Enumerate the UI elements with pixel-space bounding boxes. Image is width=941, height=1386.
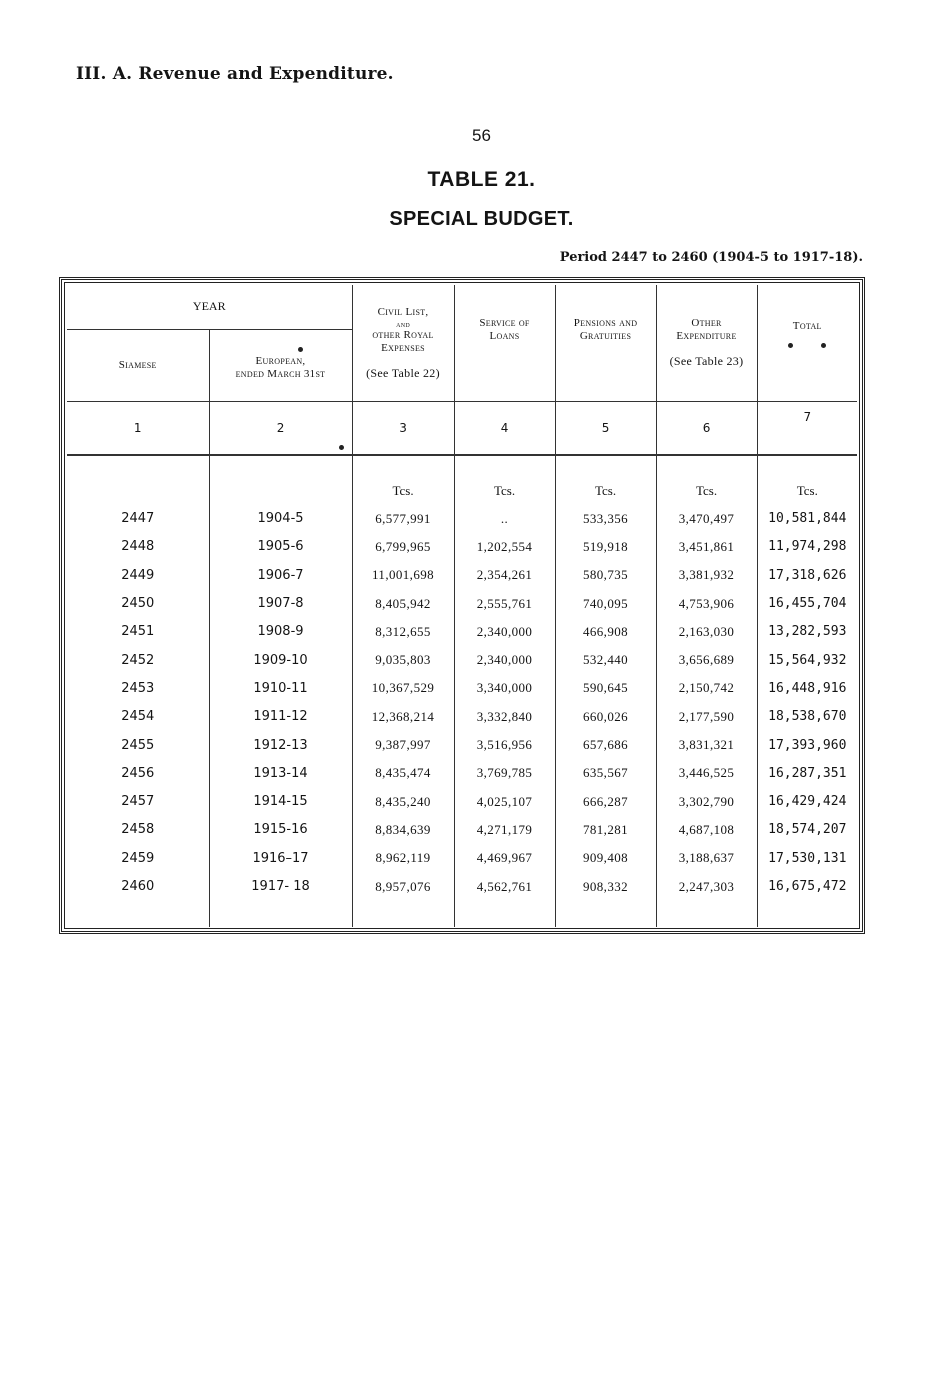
unit-other: Tcs. (656, 477, 757, 505)
cell-total: 10,581,844 (757, 505, 857, 533)
column-2-dot (339, 445, 344, 450)
cell-siamese: 2448 (121, 539, 155, 555)
cell-total: 11,974,298 (757, 533, 857, 561)
cell-other: 3,656,689 (656, 646, 757, 674)
table-subtitle: SPECIAL BUDGET. (389, 208, 574, 230)
table-row (67, 731, 857, 759)
cell-loans: 3,332,840 (454, 703, 555, 731)
column-number-2 (209, 401, 352, 455)
cell-pensions: 909,408 (555, 844, 656, 872)
cell-pensions: 660,026 (555, 703, 656, 731)
spacer-cell (757, 455, 857, 477)
table-frame (59, 277, 865, 934)
header-european (209, 329, 352, 401)
header-service-line2: Loans (489, 329, 520, 342)
header-civil-list-line3: other Royal (372, 328, 434, 341)
cell-european: 1912-13 (209, 731, 352, 759)
cell-total: 15,564,932 (757, 646, 857, 674)
unit-civil: Tcs. (352, 477, 454, 505)
column-number-6: 6 (656, 401, 757, 455)
cell-european: 1904-5 (209, 505, 352, 533)
cell-other: 2,247,303 (656, 872, 757, 900)
header-pensions-line1: Pensions and (573, 316, 638, 329)
cell-other: 3,831,321 (656, 731, 757, 759)
cell-total: 16,448,916 (757, 674, 857, 702)
cell-siamese: 2450 (121, 596, 155, 612)
header-civil-list (352, 285, 454, 401)
cell-total: 16,287,351 (757, 759, 857, 787)
cell-loans: 2,340,000 (454, 646, 555, 674)
cell-pensions: 532,440 (555, 646, 656, 674)
cell-civil: 9,387,997 (352, 731, 454, 759)
header-pensions-line2: Gratuities (579, 329, 632, 342)
cell-loans: 2,555,761 (454, 589, 555, 617)
spacer-cell (555, 901, 656, 927)
budget-table (67, 285, 857, 927)
cell-pensions: 533,356 (555, 505, 656, 533)
header-total (757, 285, 857, 401)
spacer-cell (209, 455, 352, 477)
spacer-cell (454, 901, 555, 927)
cell-pensions: 666,287 (555, 787, 656, 815)
cell-loans: 4,271,179 (454, 816, 555, 844)
table-header (67, 285, 857, 455)
cell-pensions: 635,567 (555, 759, 656, 787)
cell-other: 3,446,525 (656, 759, 757, 787)
spacer-cell (656, 901, 757, 927)
header-other-expenditure (656, 285, 757, 401)
cell-civil: 8,957,076 (352, 872, 454, 900)
cell-total: 18,538,670 (757, 703, 857, 731)
header-pensions (555, 285, 656, 401)
cell-civil: 6,799,965 (352, 533, 454, 561)
spacer-cell (555, 455, 656, 477)
cell-other: 3,188,637 (656, 844, 757, 872)
cell-siamese: 2459 (121, 850, 155, 866)
cell-siamese: 2458 (121, 822, 155, 838)
cell-other: 2,177,590 (656, 703, 757, 731)
cell-loans: 4,469,967 (454, 844, 555, 872)
cell-european: 1914-15 (209, 787, 352, 815)
cell-other: 3,302,790 (656, 787, 757, 815)
cell-total: 17,393,960 (757, 731, 857, 759)
cell-other: 4,753,906 (656, 589, 757, 617)
cell-other: 3,451,861 (656, 533, 757, 561)
cell-total: 13,282,593 (757, 618, 857, 646)
header-other-line1: Other (691, 317, 722, 330)
unit-cell-empty (209, 477, 352, 505)
cell-loans: 4,025,107 (454, 787, 555, 815)
header-year-group (67, 285, 352, 329)
cell-siamese: 2451 (121, 624, 155, 640)
cell-civil: 12,368,214 (352, 703, 454, 731)
cell-loans: 3,340,000 (454, 674, 555, 702)
european-dot (298, 347, 303, 352)
spacer-cell (656, 455, 757, 477)
column-number-3: 3 (352, 401, 454, 455)
cell-other: 3,381,932 (656, 561, 757, 589)
cell-siamese: 2457 (121, 794, 155, 810)
header-civil-list-line4: Expenses (381, 341, 425, 354)
cell-pensions: 908,332 (555, 872, 656, 900)
cell-total: 16,675,472 (757, 872, 857, 900)
cell-pensions: 740,095 (555, 589, 656, 617)
cell-pensions: 657,686 (555, 731, 656, 759)
header-siamese (67, 329, 209, 401)
table-title: TABLE 21. (427, 168, 536, 191)
cell-pensions: 519,918 (555, 533, 656, 561)
spacer-cell (757, 901, 857, 927)
page-number: 56 (472, 126, 491, 145)
cell-european: 1906-7 (209, 561, 352, 589)
table-row (67, 674, 857, 702)
cell-siamese: 2449 (121, 567, 155, 583)
header-other-line2: Expenditure (676, 330, 737, 343)
cell-loans: 3,769,785 (454, 759, 555, 787)
header-other-ref: (See Table 23) (669, 354, 744, 369)
cell-european: 1911-12 (209, 703, 352, 731)
cell-loans: 4,562,761 (454, 872, 555, 900)
unit-cell-empty (67, 477, 209, 505)
table-row (67, 816, 857, 844)
table-row (67, 872, 857, 900)
cell-siamese: 2447 (121, 511, 155, 527)
table-row (67, 533, 857, 561)
cell-civil: 8,312,655 (352, 618, 454, 646)
period-label: Period 2447 to 2460 (1904-5 to 1917-18). (559, 250, 863, 265)
cell-siamese: 2460 (121, 879, 155, 894)
header-civil-list-line1: Civil List, (377, 305, 429, 318)
header-service-line1: Service of (479, 316, 530, 329)
cell-european: 1908-9 (209, 618, 352, 646)
cell-civil: 8,405,942 (352, 589, 454, 617)
cell-loans: 1,202,554 (454, 533, 555, 561)
cell-total: 16,429,424 (757, 787, 857, 815)
unit-pensions: Tcs. (555, 477, 656, 505)
table-row (67, 759, 857, 787)
column-number-5: 5 (555, 401, 656, 455)
cell-siamese: 2456 (121, 765, 155, 781)
cell-civil: 8,435,240 (352, 787, 454, 815)
cell-civil: 9,035,803 (352, 646, 454, 674)
header-civil-list-line2: and (396, 318, 410, 329)
cell-pensions: 781,281 (555, 816, 656, 844)
cell-civil: 10,367,529 (352, 674, 454, 702)
cell-other: 4,687,108 (656, 816, 757, 844)
header-european-line2: ended March 31st (235, 368, 326, 380)
cell-loans: 3,516,956 (454, 731, 555, 759)
cell-loans: 2,354,261 (454, 561, 555, 589)
table-row (67, 505, 857, 533)
cell-total: 17,530,131 (757, 844, 857, 872)
cell-siamese: 2454 (121, 709, 155, 725)
unit-loans: Tcs. (454, 477, 555, 505)
cell-total: 16,455,704 (757, 589, 857, 617)
unit-total: Tcs. (757, 477, 857, 505)
table-row (67, 589, 857, 617)
cell-european: 1917- 18 (209, 872, 352, 900)
cell-european: 1910-11 (209, 674, 352, 702)
total-dot-right (821, 343, 826, 348)
cell-loans: 2,340,000 (454, 618, 555, 646)
cell-european: 1913-14 (209, 759, 352, 787)
cell-civil: 8,962,119 (352, 844, 454, 872)
cell-other: 2,163,030 (656, 618, 757, 646)
cell-civil: 8,435,474 (352, 759, 454, 787)
spacer-cell (209, 901, 352, 927)
spacer-cell (454, 455, 555, 477)
cell-european: 1916–17 (209, 844, 352, 872)
table-row (67, 561, 857, 589)
section-heading: III. A. Revenue and Expenditure. (76, 64, 394, 84)
column-number-4: 4 (454, 401, 555, 455)
cell-loans: .. (454, 505, 555, 533)
table-tail-spacer (67, 901, 857, 927)
total-dot-left (788, 343, 793, 348)
table-row (67, 646, 857, 674)
cell-total: 17,318,626 (757, 561, 857, 589)
table-row (67, 787, 857, 815)
cell-total: 18,574,207 (757, 816, 857, 844)
table-row (67, 618, 857, 646)
spacer-cell (67, 901, 209, 927)
table-row (67, 703, 857, 731)
cell-pensions: 466,908 (555, 618, 656, 646)
cell-european: 1907-8 (209, 589, 352, 617)
table-body (67, 455, 857, 927)
cell-pensions: 590,645 (555, 674, 656, 702)
cell-other: 2,150,742 (656, 674, 757, 702)
table-row (67, 844, 857, 872)
header-siamese-label: Siamese (118, 358, 157, 371)
header-year-label: YEAR (192, 299, 226, 314)
column-number-1: 1 (67, 401, 209, 455)
header-civil-list-ref: (See Table 22) (366, 365, 440, 380)
cell-siamese: 2455 (121, 737, 155, 753)
column-number-7: 7 (757, 401, 857, 455)
cell-european: 1909-10 (209, 646, 352, 674)
cell-pensions: 580,735 (555, 561, 656, 589)
cell-european: 1905-6 (209, 533, 352, 561)
spacer-cell (352, 455, 454, 477)
spacer-cell (352, 901, 454, 927)
header-total-label: Total (792, 319, 822, 332)
header-service-loans (454, 285, 555, 401)
spacer-cell (67, 455, 209, 477)
cell-civil: 6,577,991 (352, 505, 454, 533)
cell-civil: 11,001,698 (352, 561, 454, 589)
cell-siamese: 2452 (121, 652, 155, 668)
cell-other: 3,470,497 (656, 505, 757, 533)
cell-siamese: 2453 (121, 680, 155, 696)
column-number-2-label: 2 (276, 420, 285, 435)
cell-european: 1915-16 (209, 816, 352, 844)
header-european-line1: European, (255, 355, 306, 367)
cell-civil: 8,834,639 (352, 816, 454, 844)
